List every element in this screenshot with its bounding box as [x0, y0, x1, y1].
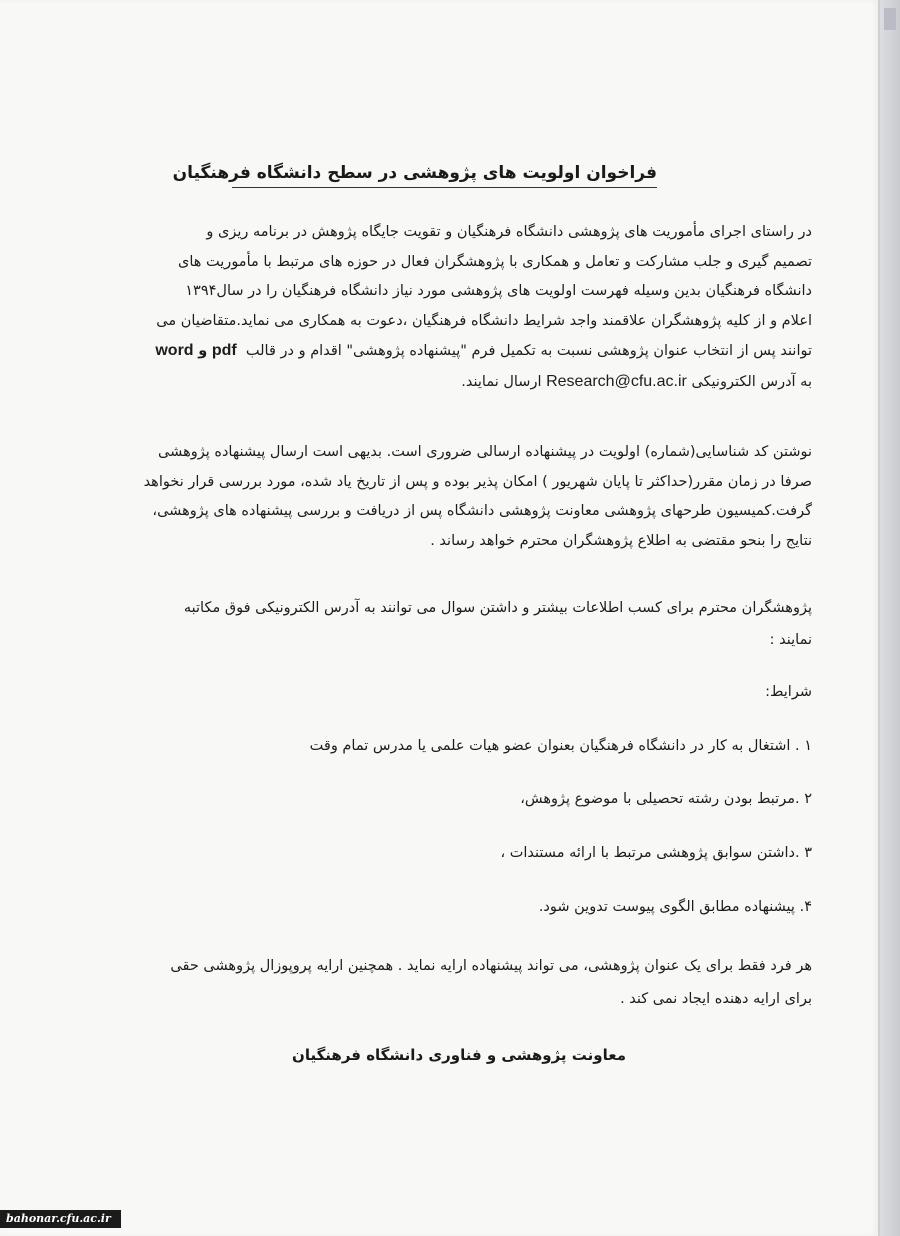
condition-item: ۱ . اشتغال به کار در دانشگاه فرهنگیان بعنوان عضو هیات علمی یا مدرس تمام وقت: [309, 738, 812, 754]
paragraph-line: صرفا در زمان مقرر(حداکثر تا پایان شهریور ) امکان پذیر بوده و پس از تاریخ یاد شده، مورد بررسی قرار نخواهد: [143, 473, 812, 490]
scan-edge-mark: [884, 8, 896, 30]
paragraph-contact: [132, 592, 812, 656]
paragraph-line: هر فرد فقط برای یک عنوان پژوهشی، می تواند پیشنهاده ارایه نماید . همچنین ارایه پروپوزال پژوهشی حقی: [170, 958, 812, 974]
conditions-heading: شرایط:: [765, 684, 812, 700]
condition-item: ۲ .مرتبط بودن رشته تحصیلی با موضوع پژوهش،: [520, 791, 812, 807]
paragraph-line: گرفت.کمیسیون طرحهای پژوهشی معاونت پژوهشی دانشگاه پس از دریافت و بررسی پیشنهاده های پژوهشی،: [152, 503, 812, 519]
paragraph-text: به آدرس الکترونیکی: [691, 373, 812, 390]
format-pdf: pdf: [211, 342, 237, 359]
document-title: فراخوان اولویت های پژوهشی در سطح دانشگاه فرهنگیان: [232, 163, 657, 188]
paragraph-text: توانند پس از انتخاب عنوان پژوهشی نسبت به تکمیل فرم "پیشنهاده پژوهشی" اقدام و در قالب: [245, 343, 812, 359]
scan-edge: [880, 0, 900, 1236]
paragraph-line: تصمیم گیری و جلب مشارکت و تعامل و همکاری با پژوهشگران فعال در حوزه های مرتبط با مأموریت های: [178, 253, 812, 270]
conjunction: و: [198, 343, 208, 359]
paragraph-priority-code: [132, 438, 812, 556]
paragraph-text: ارسال نمایند.: [461, 373, 542, 390]
paragraph-line: نوشتن کد شناسایی(شماره) اولویت در پیشنهاده ارسالی ضروری است. بدیهی است ارسال پیشنهاده پژوهشی: [158, 444, 812, 460]
paragraph-line: برای ارایه دهنده ایجاد نمی کند .: [620, 991, 812, 1007]
paragraph-line: [132, 336, 812, 367]
email-address: Research@cfu.ac.ir: [546, 372, 687, 390]
condition-item: ۴. پیشنهاده مطابق الگوی پیوست تدوین شود.: [538, 899, 812, 915]
paragraph-intro: [132, 218, 812, 397]
format-word: word: [155, 342, 194, 359]
signature-line: معاونت پژوهشی و فناوری دانشگاه فرهنگیان: [292, 1046, 626, 1064]
paragraph-line: اعلام و از کلیه پژوهشگران علاقمند واجد شرایط دانشگاه فرهنگیان ،دعوت به همکاری می نماید.متقاضیان می: [156, 312, 812, 329]
paragraph-line: [132, 367, 812, 398]
paragraph-line: پژوهشگران محترم برای کسب اطلاعات بیشتر و داشتن سوال می توانند به آدرس الکترونیکی فوق مکاتبه: [183, 600, 812, 616]
condition-item: ۳ .داشتن سوابق پژوهشی مرتبط با ارائه مستندات ،: [500, 845, 812, 861]
paragraph-line: در راستای اجرای مأموریت های پژوهشی دانشگاه فرهنگیان و تقویت جایگاه پژوهش در برنامه ریزی و: [206, 224, 812, 240]
paragraph-line: نتایج را بنحو مقتضی به اطلاع پژوهشگران محترم خواهد رساند .: [430, 532, 812, 549]
site-watermark: bahonar.cfu.ac.ir: [0, 1210, 121, 1228]
paragraph-line: دانشگاه فرهنگیان بدین وسیله فهرست اولویت های پژوهشی مورد نیاز دانشگاه فرهنگیان را در سال۱۳۹۴: [185, 283, 812, 299]
paragraph-note: [132, 950, 812, 1016]
paragraph-line: نمایند :: [769, 632, 812, 648]
